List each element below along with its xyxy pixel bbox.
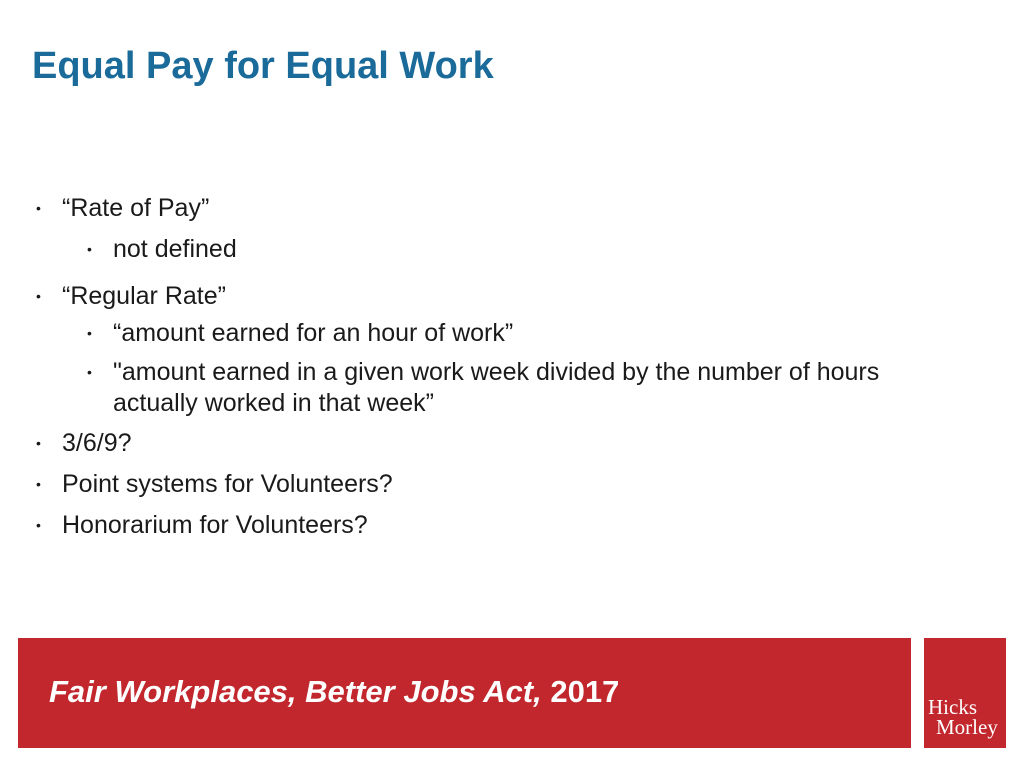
bullet-text: “amount earned for an hour of work” [113,319,514,347]
bullet-marker: • [36,288,41,304]
logo-icon [924,638,1006,748]
bullet-honorarium [36,510,368,541]
bullet-text: Honorarium for Volunteers? [62,511,368,539]
bullet-text-line-2: actually worked in that week” [113,389,434,417]
bullet-marker: • [87,325,92,341]
bullet-text: “Rate of Pay” [62,194,210,222]
bullet-marker: • [87,364,92,380]
footer-text [49,672,619,712]
act-name: Fair Workplaces, Better Jobs Act, [49,674,542,709]
slide-title: Equal Pay for Equal Work [32,45,494,87]
bullet-marker: • [36,517,41,533]
bullet-text-line-1: "amount earned in a given work week divided by the number of hours [113,358,880,386]
bullet-text: 3/6/9? [62,429,132,457]
bullet-marker: • [87,241,92,257]
bullet-rate-of-pay [36,193,210,224]
footer-band [18,638,911,748]
bullet-marker: • [36,200,41,216]
act-year: 2017 [550,674,620,709]
sub-bullet-not-defined [87,234,237,265]
bullet-text: “Regular Rate” [62,282,226,310]
bullet-text: not defined [113,235,237,263]
bullet-text: Point systems for Volunteers? [62,470,393,498]
bullet-marker: • [36,476,41,492]
logo-line-1: Hicks [928,695,977,719]
bullet-regular-rate [36,281,226,312]
logo-line-2: Morley [936,715,998,739]
hicks-morley-logo [924,638,1006,748]
sub-bullet-hour-of-work [87,318,514,349]
bullet-3-6-9 [36,428,132,459]
sub-bullet-work-week [87,357,880,419]
bullet-point-systems [36,469,393,500]
bullet-marker: • [36,435,41,451]
